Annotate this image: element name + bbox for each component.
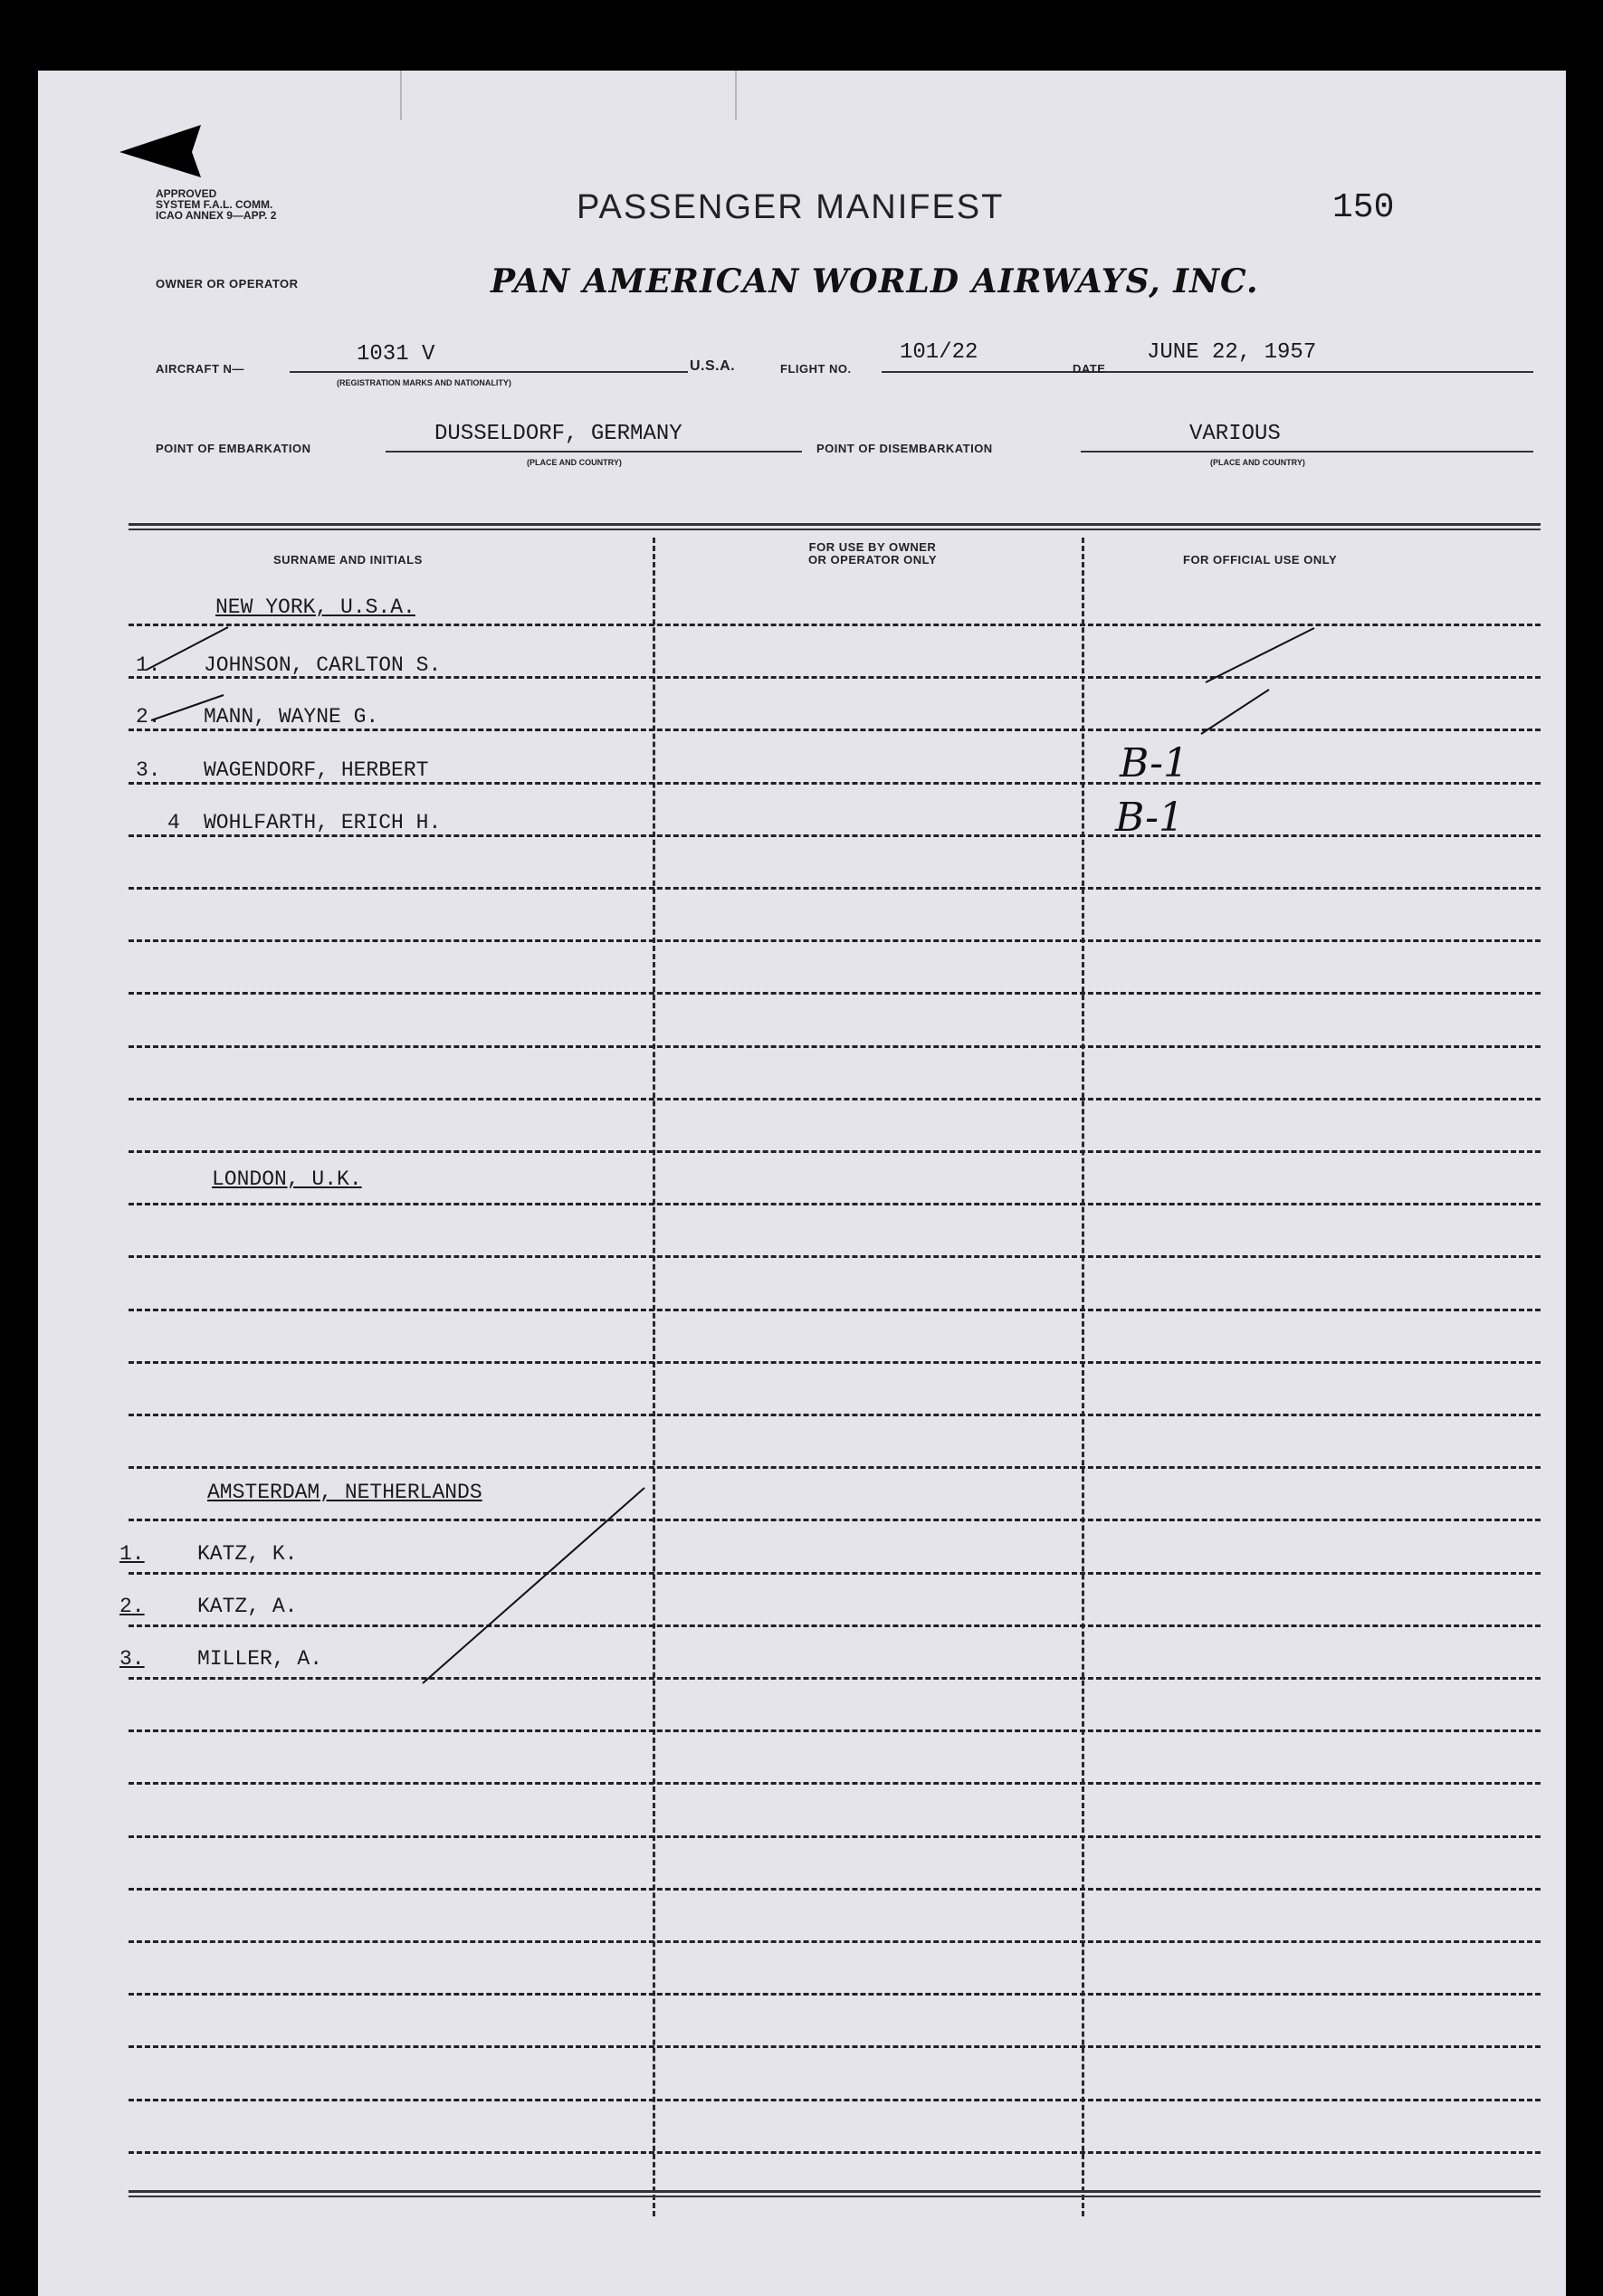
approval-line-3: ICAO ANNEX 9—APP. 2 (156, 209, 277, 222)
date-label: DATE (1073, 362, 1106, 376)
pen-strokes (38, 71, 1566, 2296)
page-title: PASSENGER MANIFEST (577, 188, 1005, 226)
aircraft-value: 1031 V (357, 342, 435, 367)
disembarkation-label: POINT OF DISEMBARKATION (816, 442, 993, 455)
passenger-name: JOHNSON, CARLTON S. (204, 653, 442, 677)
passenger-name: MILLER, A. (197, 1647, 323, 1671)
disembarkation-value: VARIOUS (1189, 422, 1281, 446)
passenger-name: KATZ, A. (197, 1595, 298, 1618)
approval-line-2: SYSTEM F.A.L. COMM. (156, 198, 273, 211)
owner-name: PAN AMERICAN WORLD AIRWAYS, INC. (491, 262, 1259, 300)
approval-line-1: APPROVED (156, 187, 217, 200)
passenger-name: MANN, WAYNE G. (204, 705, 379, 729)
date-value: JUNE 22, 1957 (1147, 340, 1317, 365)
passenger-name: KATZ, K. (197, 1542, 298, 1566)
official-annotation: B-1 (1120, 740, 1189, 786)
column-header-official: FOR OFFICIAL USE ONLY (1183, 553, 1338, 567)
column-header-owner-use-line1: FOR USE BY OWNER (808, 540, 937, 554)
aircraft-country: U.S.A. (690, 358, 736, 374)
page-number: 150 (1332, 188, 1395, 227)
embarkation-value: DUSSELDORF, GERMANY (434, 422, 682, 446)
disembarkation-sublabel: (PLACE AND COUNTRY) (1210, 458, 1305, 467)
passenger-num: 3. (119, 1647, 145, 1671)
passenger-num: 2. (136, 705, 161, 729)
passenger-num: 3. (136, 758, 161, 782)
flight-value: 101/22 (900, 340, 978, 365)
passenger-num: 2. (119, 1595, 145, 1618)
passenger-num: 1. (119, 1542, 145, 1566)
passenger-name: WAGENDORF, HERBERT (204, 758, 429, 782)
aircraft-label: AIRCRAFT N— (156, 362, 244, 376)
column-header-owner-use-line2: OR OPERATOR ONLY (807, 553, 938, 567)
column-header-surname: SURNAME AND INITIALS (273, 553, 423, 567)
owner-label: OWNER OR OPERATOR (156, 277, 299, 291)
official-annotation: B-1 (1115, 795, 1185, 841)
flight-label: FLIGHT NO. (780, 362, 852, 376)
passenger-name: WOHLFARTH, ERICH H. (204, 811, 442, 834)
passenger-num: 1. (136, 653, 161, 677)
embarkation-sublabel: (PLACE AND COUNTRY) (527, 458, 622, 467)
destination-amsterdam: AMSTERDAM, NETHERLANDS (207, 1481, 482, 1504)
destination-new-york: NEW YORK, U.S.A. (215, 595, 415, 619)
embarkation-label: POINT OF EMBARKATION (156, 442, 311, 455)
destination-london: LONDON, U.K. (212, 1167, 362, 1191)
passenger-num: 4 (167, 811, 180, 834)
aircraft-sublabel: (REGISTRATION MARKS AND NATIONALITY) (337, 378, 511, 387)
manifest-page (38, 71, 1566, 2296)
